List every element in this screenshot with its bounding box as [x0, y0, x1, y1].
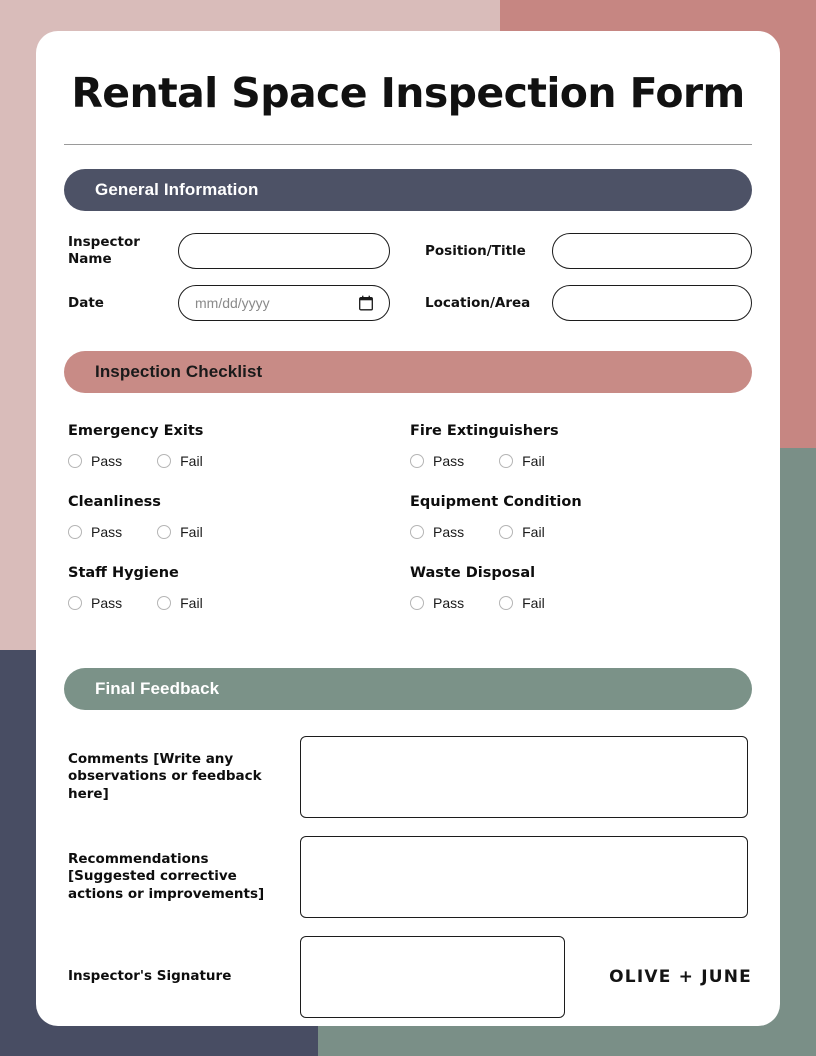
comments-textarea[interactable]	[300, 736, 748, 818]
checklist-radio-group	[68, 595, 410, 611]
signature-textarea[interactable]	[300, 936, 565, 1018]
radio-staff-hygiene-pass[interactable]	[68, 595, 122, 611]
field-wrap-inspector-name	[178, 233, 390, 269]
inspection-checklist-grid	[64, 423, 752, 636]
date-input[interactable]	[178, 285, 390, 321]
radio-label: Pass	[91, 595, 123, 611]
radio-fire-extinguishers-pass[interactable]	[410, 453, 464, 469]
radio-label: Fail	[522, 595, 545, 611]
inspector-name-input[interactable]	[178, 233, 390, 269]
checklist-radio-group	[410, 524, 752, 540]
radio-equipment-condition-pass[interactable]	[410, 524, 464, 540]
radio-circle-icon	[157, 596, 171, 610]
radio-label: Pass	[433, 453, 465, 469]
field-wrap-position-title	[552, 233, 752, 269]
recommendations-textarea[interactable]	[300, 836, 748, 918]
radio-circle-icon	[157, 525, 171, 539]
field-wrap-location-area	[552, 285, 752, 321]
radio-circle-icon	[157, 454, 171, 468]
feedback-row-recommendations	[68, 836, 752, 918]
location-area-input[interactable]	[552, 285, 752, 321]
checklist-item-waste-disposal	[410, 565, 752, 611]
section-header-inspection-checklist: Inspection Checklist	[64, 351, 752, 393]
radio-circle-icon	[410, 525, 424, 539]
section-header-final-feedback: Final Feedback	[64, 668, 752, 710]
radio-label: Fail	[180, 524, 203, 540]
radio-label: Pass	[91, 524, 123, 540]
radio-equipment-condition-fail[interactable]	[499, 524, 545, 540]
label-position-title: Position/Title	[425, 242, 526, 259]
checklist-item-label: Cleanliness	[68, 494, 161, 510]
radio-cleanliness-pass[interactable]	[68, 524, 122, 540]
radio-label: Fail	[522, 453, 545, 469]
checklist-item-label: Fire Extinguishers	[410, 423, 559, 439]
label-comments: Comments [Write any observations or feedback here]	[68, 751, 262, 802]
label-location-area: Location/Area	[425, 294, 531, 311]
radio-label: Pass	[91, 453, 123, 469]
general-information-grid	[64, 233, 752, 321]
checklist-radio-group	[68, 524, 410, 540]
checklist-item-label: Staff Hygiene	[68, 565, 179, 581]
radio-cleanliness-fail[interactable]	[157, 524, 203, 540]
radio-waste-disposal-fail[interactable]	[499, 595, 545, 611]
label-date: Date	[68, 294, 104, 311]
radio-label: Fail	[522, 524, 545, 540]
radio-circle-icon	[410, 454, 424, 468]
form-card	[36, 31, 780, 1026]
section-header-general-information: General Information	[64, 169, 752, 211]
brand-logo: OLIVE + JUNE	[609, 967, 752, 987]
radio-emergency-exits-pass[interactable]	[68, 453, 122, 469]
feedback-row-signature	[68, 936, 752, 1018]
radio-circle-icon	[499, 454, 513, 468]
checklist-item-label: Emergency Exits	[68, 423, 204, 439]
radio-fire-extinguishers-fail[interactable]	[499, 453, 545, 469]
radio-circle-icon	[68, 454, 82, 468]
checklist-item-staff-hygiene	[68, 565, 410, 611]
radio-label: Fail	[180, 453, 203, 469]
position-title-input[interactable]	[552, 233, 752, 269]
field-wrap-date	[178, 285, 390, 321]
radio-label: Pass	[433, 524, 465, 540]
radio-circle-icon	[499, 596, 513, 610]
feedback-row-comments	[68, 736, 752, 818]
label-inspector-name: Inspector Name	[68, 234, 140, 267]
checklist-item-label: Waste Disposal	[410, 565, 536, 581]
label-inspector-signature: Inspector's Signature	[68, 968, 232, 985]
page-title: Rental Space Inspection Form	[71, 69, 745, 117]
checklist-radio-group	[410, 453, 752, 469]
checklist-item-equipment-condition	[410, 494, 752, 540]
checklist-item-label: Equipment Condition	[410, 494, 582, 510]
checklist-item-cleanliness	[68, 494, 410, 540]
checklist-item-fire-extinguishers	[410, 423, 752, 469]
final-feedback-rows	[64, 736, 752, 1018]
radio-circle-icon	[68, 596, 82, 610]
checklist-item-emergency-exits	[68, 423, 410, 469]
checklist-radio-group	[68, 453, 410, 469]
radio-label: Fail	[180, 595, 203, 611]
radio-staff-hygiene-fail[interactable]	[157, 595, 203, 611]
radio-waste-disposal-pass[interactable]	[410, 595, 464, 611]
title-divider	[64, 144, 752, 145]
checklist-radio-group	[410, 595, 752, 611]
radio-circle-icon	[410, 596, 424, 610]
label-recommendations: Recommendations [Suggested corrective actions or improvements]	[68, 851, 265, 902]
radio-label: Pass	[433, 595, 465, 611]
radio-circle-icon	[68, 525, 82, 539]
radio-circle-icon	[499, 525, 513, 539]
radio-emergency-exits-fail[interactable]	[157, 453, 203, 469]
